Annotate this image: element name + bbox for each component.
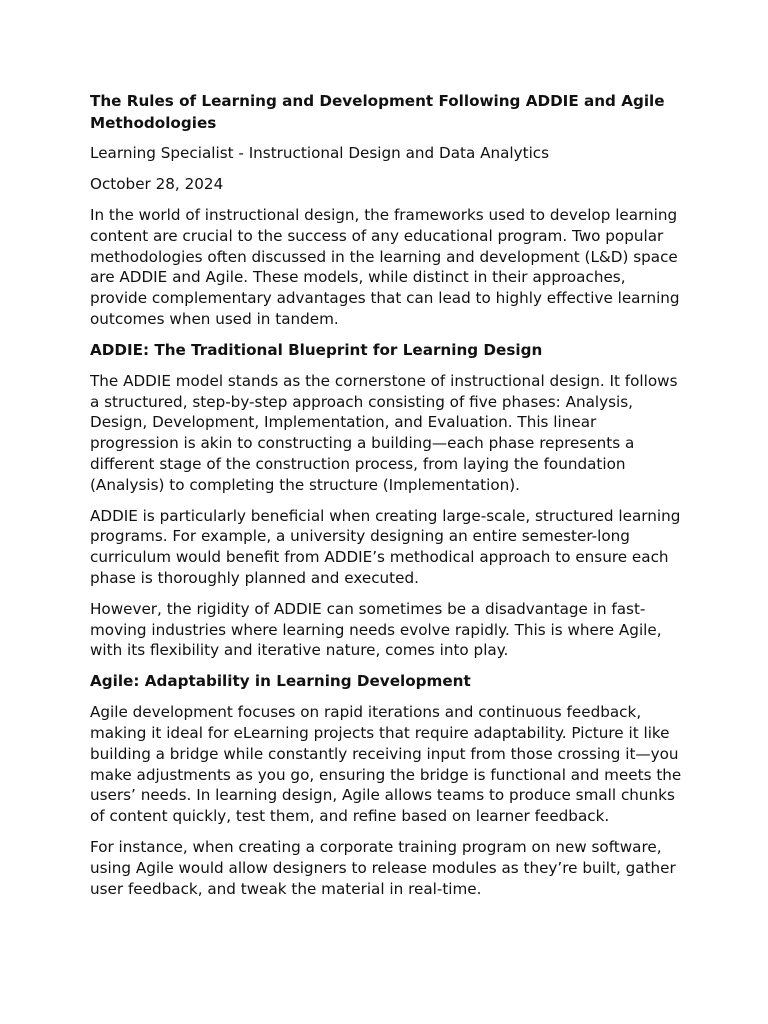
addie-paragraph-1: The ADDIE model stands as the cornerstone of instructional design. It follows a structured, step-by-step approach consisting of five phases: Analysis, Design, Development, Implementation, and Evaluation. This linear progression is akin to constructing a building—each phase represents a different stage of the construction process, from laying the foundation (Analysis) to completing the structure (Implementation). — [90, 371, 678, 494]
document-date: October 28, 2024 — [90, 175, 224, 193]
section-heading-addie: ADDIE: The Traditional Blueprint for Learning Design — [90, 340, 543, 359]
document-page — [90, 90, 682, 909]
agile-paragraph-2: For instance, when creating a corporate training program on new software, using Agile would allow designers to release modules as they’re built, gather user feedback, and tweak the material in real-time. — [90, 837, 676, 898]
agile-paragraph-1: Agile development focuses on rapid iterations and continuous feedback, making it ideal for eLearning projects that require adaptability. Picture it like building a bridge while constantly receiving input from those crossing it—you make adjustments as you go, ensuring the bridge is functional and meets the users’ needs. In learning design, Agile allows teams to produce small chunks of content quickly, test them, and refine based on learner feedback. — [90, 703, 682, 826]
section-heading-agile: Agile: Adaptability in Learning Development — [90, 672, 471, 691]
document-title: The Rules of Learning and Development Following ADDIE and Agile Methodologies — [90, 92, 665, 132]
addie-paragraph-2: ADDIE is particularly beneficial when creating large-scale, structured learning programs. For example, a university designing an entire semester-long curriculum would benefit from ADDIE’s methodical approach to ensure each phase is thoroughly planned and executed. — [90, 506, 681, 587]
addie-paragraph-3: However, the rigidity of ADDIE can sometimes be a disadvantage in fast-moving industries where learning needs evolve rapidly. This is where Agile, with its flexibility and iterative nature, comes into play. — [90, 599, 662, 660]
intro-paragraph: In the world of instructional design, the frameworks used to develop learning content are crucial to the success of any educational program. Two popular methodologies often discussed in the learning and development (L&D) space are ADDIE and Agile. These models, while distinct in their approaches, provide complementary advantages that can lead to highly effective learning outcomes when used in tandem. — [90, 206, 680, 328]
document-author: Learning Specialist - Instructional Design and Data Analytics — [90, 144, 550, 162]
